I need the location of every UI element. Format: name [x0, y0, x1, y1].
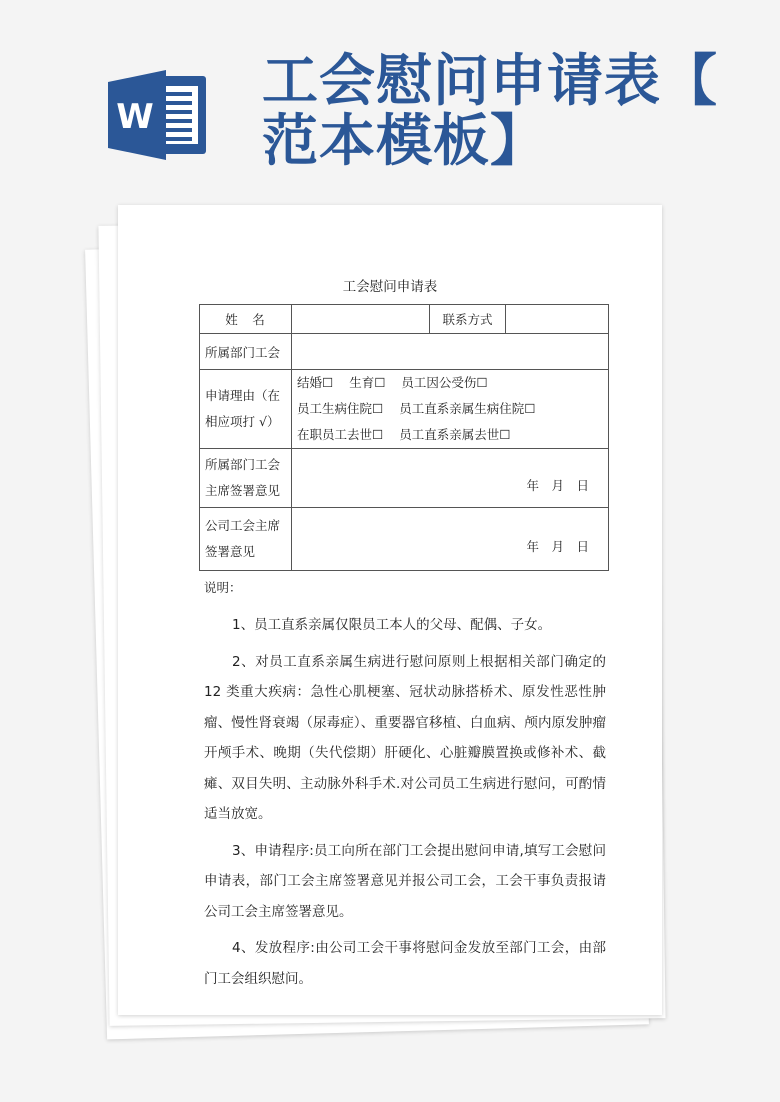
name-label: 姓 名: [200, 305, 292, 334]
name-field[interactable]: [292, 305, 430, 334]
dept-chair-label: [200, 449, 292, 508]
contact-label: 联系方式: [430, 305, 506, 334]
contact-field[interactable]: [506, 305, 609, 334]
company-chair-date: 年 月 日: [526, 539, 589, 554]
reason-label: [200, 370, 292, 449]
reason-label-line2: 相应项打 √）: [205, 414, 280, 429]
note-item-1: 1、员工直系亲属仅限员工本人的父母、配偶、子女。: [232, 617, 552, 633]
word-app-icon: [108, 68, 208, 162]
reason-label-line1: 申请理由（在: [205, 388, 281, 403]
option-employee-death[interactable]: 在职员工去世☐: [297, 427, 384, 442]
reason-option-row: [297, 396, 603, 422]
reason-option-row: [297, 422, 603, 448]
application-form-table: [199, 304, 609, 571]
company-chair-label-line2: 签署意见: [205, 544, 256, 559]
notes-label: 说明：: [204, 580, 242, 595]
reason-option-row: [297, 370, 603, 396]
option-work-injury[interactable]: 员工因公受伤☐: [401, 375, 488, 390]
company-chair-label-line1: 公司工会主席: [205, 518, 281, 533]
note-item-4: 4、发放程序:由公司工会干事将慰问金发放至部门工会，由部门工会组织慰问。: [204, 940, 606, 987]
dept-chair-label-line2: 主席签署意见: [205, 483, 281, 498]
option-marriage[interactable]: 结婚☐: [297, 375, 334, 390]
option-employee-hospitalized[interactable]: 员工生病住院☐: [297, 401, 384, 416]
dept-union-label: 所属部门工会: [200, 334, 292, 370]
banner-title-line1: 工会慰问申请表【: [262, 49, 718, 114]
word-icon-letter: W: [116, 97, 154, 137]
notes-section: [204, 578, 606, 1000]
company-chair-opinion-field[interactable]: [292, 508, 609, 571]
company-chair-label: [200, 508, 292, 571]
banner-title: [262, 49, 762, 174]
option-relative-hospitalized[interactable]: 员工直系亲属生病住院☐: [399, 401, 536, 416]
document-title: 工会慰问申请表: [342, 279, 438, 295]
dept-chair-opinion-field[interactable]: [292, 449, 609, 508]
option-childbirth[interactable]: 生育☐: [349, 375, 386, 390]
banner-title-line2: 范本模板】: [262, 109, 547, 174]
note-item-2: 2、对员工直系亲属生病进行慰问原则上根据相关部门确定的 12 类重大疾病：急性心肌梗塞、冠状动脉搭桥术、原发性恶性肿瘤、慢性肾衰竭（尿毒症）、重要器官移植、白血病、颅内原发肿瘤开颅手术、晚期（失代偿期）肝硬化、心脏瓣膜置换或修补术、截瘫、双目失明、主动脉外科手术.对公司员工生病进行慰问，可酌情适当放宽。: [204, 653, 606, 822]
dept-chair-date: 年 月 日: [526, 478, 589, 493]
note-item-3: 3、申请程序:员工向所在部门工会提出慰问申请,填写工会慰问申请表，部门工会主席签署意见并报公司工会，工会干事负责报请公司工会主席签署意见。: [204, 842, 606, 920]
dept-chair-label-line1: 所属部门工会: [205, 457, 281, 472]
reason-options: [292, 370, 609, 449]
dept-union-field[interactable]: [292, 334, 609, 370]
option-relative-death[interactable]: 员工直系亲属去世☐: [399, 427, 511, 442]
